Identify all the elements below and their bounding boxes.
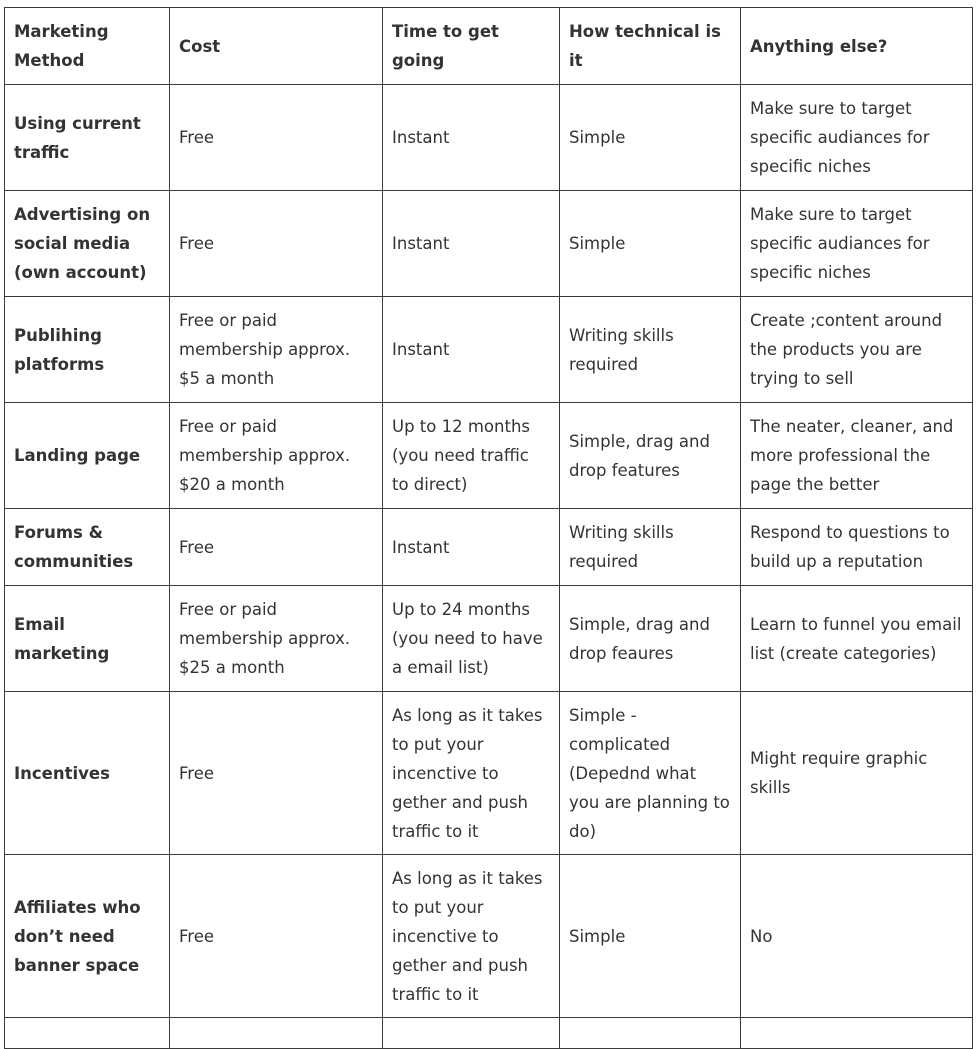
notes-cell: The neater, cleaner, and more professional the page the better [741, 403, 973, 509]
time-cell: As long as it takes to put your incenctive to gether and push traffic to it [383, 855, 560, 1018]
technical-cell: Writing skills required [560, 509, 741, 586]
method-cell: Publihing platforms [5, 297, 170, 403]
time-cell: Up to 24 months (you need to have a email list) [383, 586, 560, 692]
cost-cell: Free [170, 692, 383, 855]
marketing-methods-table-container [4, 7, 973, 1049]
table-row [5, 692, 973, 855]
table-row [5, 403, 973, 509]
marketing-methods-table [4, 7, 973, 1049]
header-time-to-get-going: Time to get going [383, 8, 560, 85]
time-cell: Up to 12 months (you need traffic to direct) [383, 403, 560, 509]
technical-cell: Simple [560, 191, 741, 297]
table-row [5, 297, 973, 403]
table-row [5, 191, 973, 297]
technical-cell: Simple - complicated (Depednd what you are planning to do) [560, 692, 741, 855]
notes-cell: Make sure to target specific audiances for specific niches [741, 191, 973, 297]
empty-cell [741, 1018, 973, 1049]
method-cell: Email marketing [5, 586, 170, 692]
empty-cell [383, 1018, 560, 1049]
method-cell: Advertising on social media (own account) [5, 191, 170, 297]
cost-cell: Free [170, 191, 383, 297]
table-header-row [5, 8, 973, 85]
empty-cell [560, 1018, 741, 1049]
header-how-technical: How technical is it [560, 8, 741, 85]
technical-cell: Simple [560, 85, 741, 191]
method-cell: Affiliates who don’t need banner space [5, 855, 170, 1018]
time-cell: Instant [383, 297, 560, 403]
cost-cell: Free [170, 855, 383, 1018]
cost-cell: Free [170, 509, 383, 586]
cost-cell: Free or paid membership approx. $25 a month [170, 586, 383, 692]
notes-cell: Might require graphic skills [741, 692, 973, 855]
header-marketing-method: Marketing Method [5, 8, 170, 85]
cost-cell: Free [170, 85, 383, 191]
cost-cell: Free or paid membership approx. $5 a month [170, 297, 383, 403]
technical-cell: Writing skills required [560, 297, 741, 403]
header-anything-else: Anything else? [741, 8, 973, 85]
empty-cell [5, 1018, 170, 1049]
table-row [5, 85, 973, 191]
technical-cell: Simple [560, 855, 741, 1018]
notes-cell: Learn to funnel you email list (create categories) [741, 586, 973, 692]
technical-cell: Simple, drag and drop features [560, 403, 741, 509]
time-cell: Instant [383, 509, 560, 586]
table-row [5, 509, 973, 586]
table-row [5, 586, 973, 692]
method-cell: Landing page [5, 403, 170, 509]
notes-cell: Create ;content around the products you are trying to sell [741, 297, 973, 403]
empty-cell [170, 1018, 383, 1049]
method-cell: Forums & communities [5, 509, 170, 586]
method-cell: Incentives [5, 692, 170, 855]
technical-cell: Simple, drag and drop feaures [560, 586, 741, 692]
cost-cell: Free or paid membership approx. $20 a month [170, 403, 383, 509]
table-row-partial [5, 1018, 973, 1049]
method-cell: Using current traffic [5, 85, 170, 191]
time-cell: Instant [383, 191, 560, 297]
table-row [5, 855, 973, 1018]
header-cost: Cost [170, 8, 383, 85]
notes-cell: Make sure to target specific audiances for specific niches [741, 85, 973, 191]
time-cell: Instant [383, 85, 560, 191]
notes-cell: Respond to questions to build up a reputation [741, 509, 973, 586]
time-cell: As long as it takes to put your incenctive to gether and push traffic to it [383, 692, 560, 855]
notes-cell: No [741, 855, 973, 1018]
